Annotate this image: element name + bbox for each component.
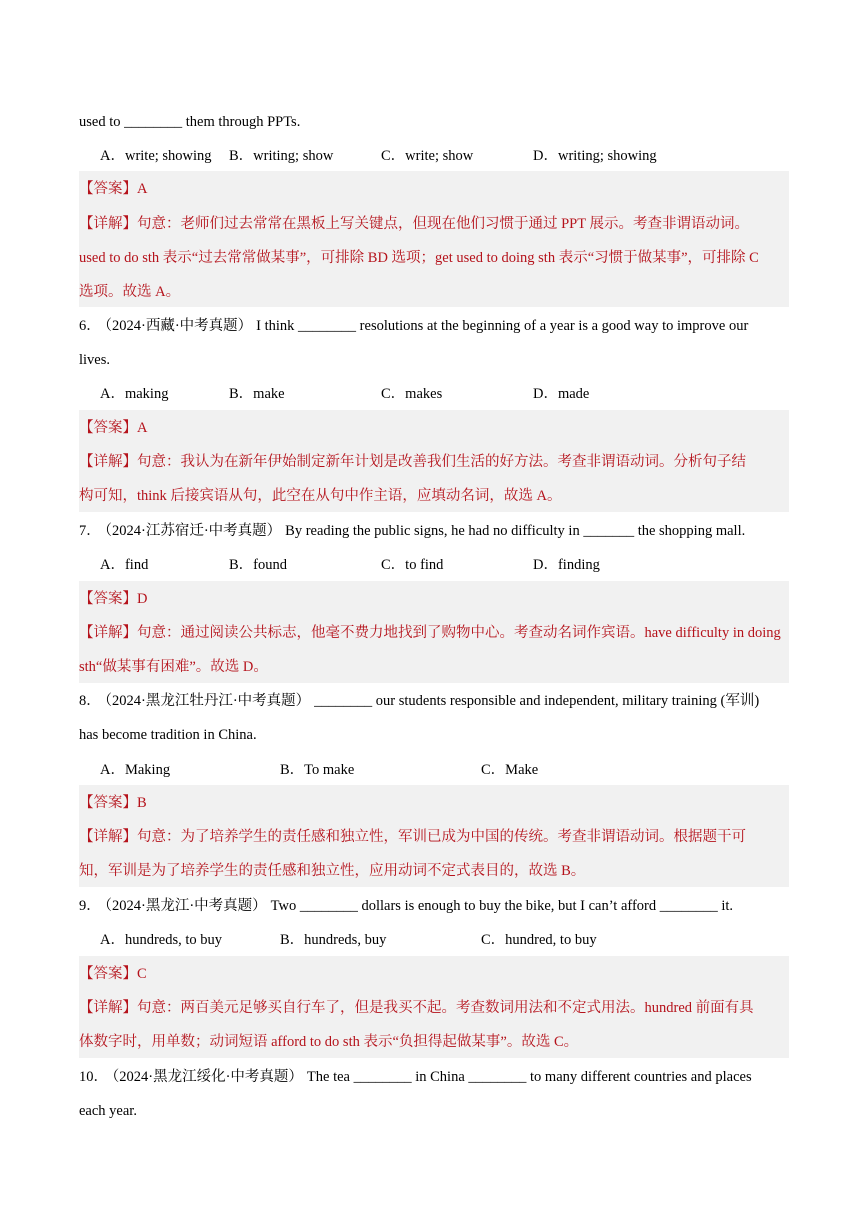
explanation-8-line-1: 【详解】句意：为了培养学生的责任感和独立性，军训已成为中国的传统。考查非谓语动词。根据题干可 — [79, 829, 746, 845]
explanation-6-line-1: 【详解】句意：我认为在新年伊始制定新年计划是改善我们生活的好方法。考查非谓语动词。分析句子结 — [79, 454, 746, 470]
question-text: The tea ________ in China ________ to many different countries and places — [306, 1069, 752, 1085]
question-text: I think ________ resolutions at the beginning of a year is a good way to improve our — [256, 318, 749, 334]
option-c: C．makes — [381, 386, 443, 402]
option-a: A．making — [100, 386, 169, 402]
question-9-stem — [79, 896, 733, 916]
question-number: 8． — [79, 693, 101, 709]
question-text: Two ________ dollars is enough to buy the bike, but I can’t afford ________ it. — [270, 898, 734, 914]
option-a: A．write; showing — [100, 148, 212, 164]
question-source: （2024·黑龙江绥化·中考真题） — [112, 1069, 303, 1085]
explanation-7-line-1: 【详解】句意：通过阅读公共标志，他毫不费力地找到了购物中心。考查动名词作宾语。have difficulty in doing — [79, 625, 781, 641]
answer-7: 【答案】D — [79, 591, 148, 607]
question-10-stem — [79, 1067, 752, 1087]
option-c: C．Make — [481, 762, 539, 778]
option-b: B．found — [229, 557, 287, 573]
question-8-stem-line-2: has become tradition in China. — [79, 727, 257, 743]
explanation-6-line-2: 构可知，think 后接宾语从句，此空在从句中作主语，应填动名词，故选 A。 — [79, 488, 562, 504]
option-b: B．To make — [280, 762, 355, 778]
question-text: By reading the public signs, he had no difficulty in _______ the shopping mall. — [285, 523, 746, 539]
explanation-7-line-2: sth“做某事有困难”。故选 D。 — [79, 659, 268, 675]
option-a: A．find — [100, 557, 149, 573]
question-source: （2024·黑龙江·中考真题） — [104, 898, 267, 914]
explanation-9-line-1: 【详解】句意：两百美元足够买自行车了，但是我买不起。考查数词用法和不定式用法。hundred 前面有具 — [79, 1000, 754, 1016]
option-c: C．hundred, to buy — [481, 932, 597, 948]
option-a: A．Making — [100, 762, 171, 778]
question-8-stem — [79, 691, 759, 711]
question-6-stem — [79, 316, 748, 336]
option-d: D．writing; showing — [533, 148, 657, 164]
option-d: D．finding — [533, 557, 600, 573]
explanation-9-line-2: 体数字时，用单数；动词短语 afford to do sth 表示“负担得起做某事”。故选 C。 — [79, 1034, 579, 1050]
answer-box-5 — [79, 171, 789, 307]
answer-5: 【答案】A — [79, 181, 148, 197]
option-b: B．hundreds, buy — [280, 932, 387, 948]
question-number: 7． — [79, 523, 101, 539]
option-b: B．writing; show — [229, 148, 334, 164]
question-number: 6． — [79, 318, 101, 334]
answer-6: 【答案】A — [79, 420, 148, 436]
option-b: B．make — [229, 386, 285, 402]
question-source: （2024·西藏·中考真题） — [104, 318, 253, 334]
question-text: ________ our students responsible and independent, military training (军训) — [314, 693, 760, 709]
question-number: 9． — [79, 898, 101, 914]
option-a: A．hundreds, to buy — [100, 932, 223, 948]
answer-9: 【答案】C — [79, 966, 147, 982]
explanation-5-line-2: used to do sth 表示“过去常常做某事”，可排除 BD 选项；get used to doing sth 表示“习惯于做某事”，可排除 C — [79, 250, 759, 266]
explanation-5-line-1: 【详解】句意：老师们过去常常在黑板上写关键点，但现在他们习惯于通过 PPT 展示。考查非谓语动词。 — [79, 216, 749, 232]
option-c: C．to find — [381, 557, 444, 573]
option-c: C．write; show — [381, 148, 474, 164]
question-7-stem — [79, 521, 745, 541]
question-source: （2024·黑龙江牡丹江·中考真题） — [104, 693, 311, 709]
answer-8: 【答案】B — [79, 795, 147, 811]
option-d: D．made — [533, 386, 590, 402]
question-number: 10． — [79, 1069, 108, 1085]
question-5-stem: used to ________ them through PPTs. — [79, 114, 301, 130]
explanation-8-line-2: 知，军训是为了培养学生的责任感和独立性，应用动词不定式表目的，故选 B。 — [79, 863, 586, 879]
explanation-5-line-3: 选项。故选 A。 — [79, 284, 181, 300]
question-6-stem-line-2: lives. — [79, 352, 111, 368]
question-source: （2024·江苏宿迁·中考真题） — [104, 523, 282, 539]
question-10-stem-line-2: each year. — [79, 1103, 137, 1119]
